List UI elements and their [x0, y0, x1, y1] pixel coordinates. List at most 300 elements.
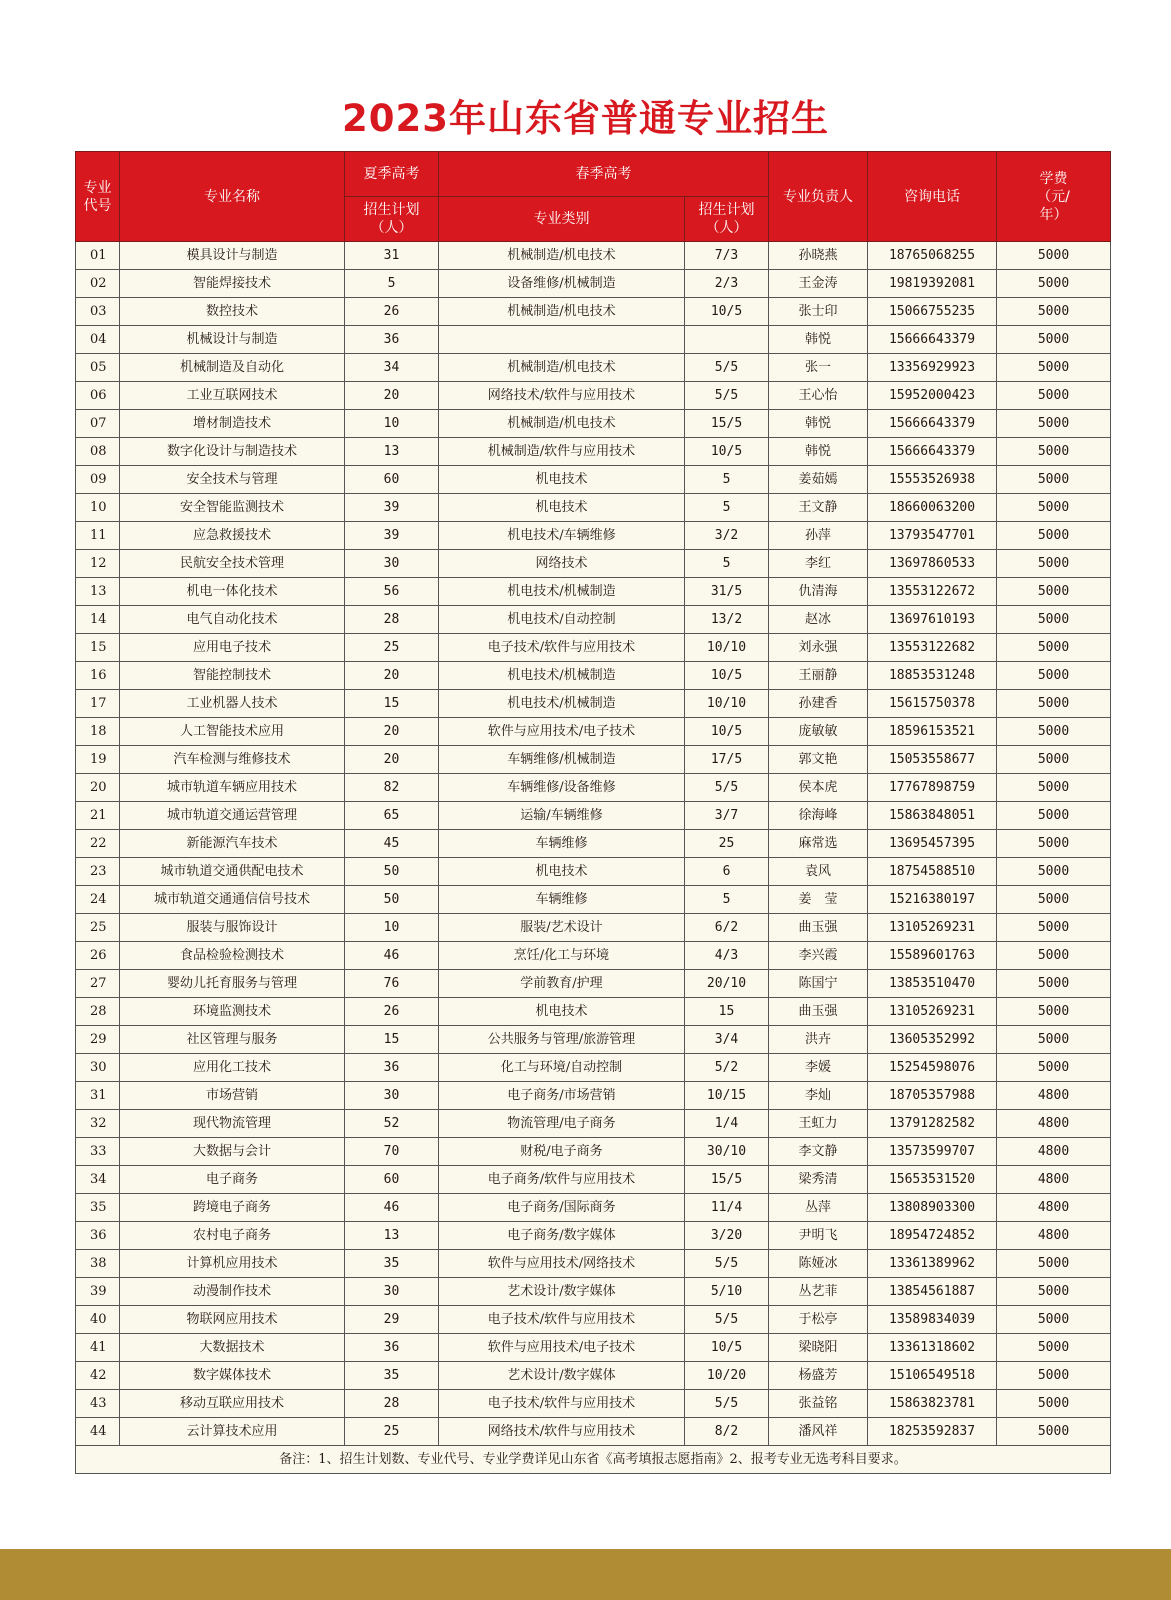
cell-summer-plan: 25	[345, 1418, 439, 1446]
cell-code: 08	[76, 438, 120, 466]
table-row	[76, 1362, 1111, 1390]
cell-phone: 19819392081	[868, 270, 997, 298]
cell-leader: 王文静	[769, 494, 868, 522]
header-phone: 咨询电话	[868, 152, 997, 242]
cell-spring-category: 服装/艺术设计	[439, 914, 685, 942]
header-spring-category: 专业类别	[439, 197, 685, 242]
cell-spring-category: 机电技术	[439, 998, 685, 1026]
cell-phone: 15216380197	[868, 886, 997, 914]
table-row	[76, 1110, 1111, 1138]
cell-summer-plan: 45	[345, 830, 439, 858]
cell-phone: 15666643379	[868, 410, 997, 438]
cell-spring-category: 财税/电子商务	[439, 1138, 685, 1166]
cell-spring-plan: 5	[685, 886, 769, 914]
cell-phone: 18853531248	[868, 662, 997, 690]
cell-code: 02	[76, 270, 120, 298]
cell-name: 物联网应用技术	[120, 1306, 345, 1334]
cell-phone: 18253592837	[868, 1418, 997, 1446]
cell-fee: 5000	[997, 326, 1111, 354]
table-row	[76, 382, 1111, 410]
cell-fee: 5000	[997, 746, 1111, 774]
cell-summer-plan: 28	[345, 606, 439, 634]
cell-code: 21	[76, 802, 120, 830]
cell-spring-category	[439, 326, 685, 354]
cell-summer-plan: 82	[345, 774, 439, 802]
cell-phone: 15053558677	[868, 746, 997, 774]
cell-phone: 13695457395	[868, 830, 997, 858]
cell-name: 应用电子技术	[120, 634, 345, 662]
cell-leader: 曲玉强	[769, 998, 868, 1026]
cell-code: 22	[76, 830, 120, 858]
cell-code: 34	[76, 1166, 120, 1194]
cell-summer-plan: 26	[345, 298, 439, 326]
cell-phone: 18596153521	[868, 718, 997, 746]
cell-spring-plan: 10/5	[685, 1334, 769, 1362]
table-row	[76, 718, 1111, 746]
cell-fee: 5000	[997, 1334, 1111, 1362]
table-row	[76, 550, 1111, 578]
cell-code: 43	[76, 1390, 120, 1418]
cell-code: 09	[76, 466, 120, 494]
cell-spring-category: 电子商务/数字媒体	[439, 1222, 685, 1250]
cell-name: 应用化工技术	[120, 1054, 345, 1082]
cell-summer-plan: 70	[345, 1138, 439, 1166]
cell-fee: 5000	[997, 914, 1111, 942]
cell-code: 32	[76, 1110, 120, 1138]
cell-fee: 5000	[997, 382, 1111, 410]
cell-phone: 15653531520	[868, 1166, 997, 1194]
cell-fee: 4800	[997, 1082, 1111, 1110]
cell-phone: 13853510470	[868, 970, 997, 998]
header-summer-plan: 招生计划（人）	[345, 197, 439, 242]
cell-fee: 5000	[997, 578, 1111, 606]
cell-spring-plan: 6/2	[685, 914, 769, 942]
cell-phone: 13793547701	[868, 522, 997, 550]
cell-fee: 5000	[997, 942, 1111, 970]
cell-summer-plan: 52	[345, 1110, 439, 1138]
cell-leader: 李文静	[769, 1138, 868, 1166]
cell-leader: 孙晓燕	[769, 242, 868, 270]
cell-name: 服装与服饰设计	[120, 914, 345, 942]
header-name: 专业名称	[120, 152, 345, 242]
cell-name: 移动互联应用技术	[120, 1390, 345, 1418]
cell-phone: 15553526938	[868, 466, 997, 494]
cell-summer-plan: 65	[345, 802, 439, 830]
cell-code: 38	[76, 1250, 120, 1278]
cell-summer-plan: 35	[345, 1362, 439, 1390]
cell-spring-category: 物流管理/电子商务	[439, 1110, 685, 1138]
cell-name: 增材制造技术	[120, 410, 345, 438]
cell-code: 30	[76, 1054, 120, 1082]
cell-summer-plan: 28	[345, 1390, 439, 1418]
cell-spring-plan: 3/7	[685, 802, 769, 830]
cell-leader: 麻常选	[769, 830, 868, 858]
cell-summer-plan: 34	[345, 354, 439, 382]
cell-spring-plan: 5/10	[685, 1278, 769, 1306]
cell-leader: 韩悦	[769, 438, 868, 466]
cell-name: 数字媒体技术	[120, 1362, 345, 1390]
table-row	[76, 1054, 1111, 1082]
cell-spring-category: 车辆维修/设备维修	[439, 774, 685, 802]
table-row	[76, 858, 1111, 886]
cell-fee: 5000	[997, 718, 1111, 746]
cell-summer-plan: 20	[345, 382, 439, 410]
cell-fee: 5000	[997, 354, 1111, 382]
cell-summer-plan: 50	[345, 858, 439, 886]
cell-fee: 4800	[997, 1222, 1111, 1250]
table-row	[76, 1306, 1111, 1334]
cell-leader: 张一	[769, 354, 868, 382]
cell-leader: 侯本虎	[769, 774, 868, 802]
cell-name: 智能控制技术	[120, 662, 345, 690]
cell-leader: 李媛	[769, 1054, 868, 1082]
cell-spring-plan: 1/4	[685, 1110, 769, 1138]
cell-spring-plan: 10/20	[685, 1362, 769, 1390]
cell-fee: 5000	[997, 466, 1111, 494]
cell-summer-plan: 10	[345, 914, 439, 942]
table-body	[76, 242, 1111, 1446]
cell-phone: 18754588510	[868, 858, 997, 886]
cell-summer-plan: 60	[345, 1166, 439, 1194]
cell-code: 03	[76, 298, 120, 326]
cell-fee: 4800	[997, 1110, 1111, 1138]
cell-fee: 5000	[997, 242, 1111, 270]
cell-code: 31	[76, 1082, 120, 1110]
cell-spring-plan: 6	[685, 858, 769, 886]
cell-spring-plan: 5/5	[685, 1250, 769, 1278]
cell-spring-plan	[685, 326, 769, 354]
cell-phone: 13791282582	[868, 1110, 997, 1138]
header-spring-plan: 招生计划（人）	[685, 197, 769, 242]
footer-band	[0, 1549, 1171, 1600]
cell-spring-plan: 17/5	[685, 746, 769, 774]
cell-leader: 王丽静	[769, 662, 868, 690]
cell-phone: 18660063200	[868, 494, 997, 522]
cell-leader: 韩悦	[769, 410, 868, 438]
cell-name: 市场营销	[120, 1082, 345, 1110]
cell-phone: 15066755235	[868, 298, 997, 326]
cell-spring-plan: 10/5	[685, 662, 769, 690]
cell-leader: 韩悦	[769, 326, 868, 354]
cell-spring-plan: 10/5	[685, 718, 769, 746]
table-row	[76, 634, 1111, 662]
table-row	[76, 298, 1111, 326]
cell-summer-plan: 39	[345, 522, 439, 550]
cell-fee: 5000	[997, 830, 1111, 858]
cell-phone: 18954724852	[868, 1222, 997, 1250]
cell-name: 应急救援技术	[120, 522, 345, 550]
cell-phone: 13553122682	[868, 634, 997, 662]
cell-spring-category: 机电技术	[439, 858, 685, 886]
cell-leader: 姜茹嫣	[769, 466, 868, 494]
cell-code: 06	[76, 382, 120, 410]
cell-code: 33	[76, 1138, 120, 1166]
table-row	[76, 1082, 1111, 1110]
cell-spring-plan: 11/4	[685, 1194, 769, 1222]
cell-code: 35	[76, 1194, 120, 1222]
cell-phone: 17767898759	[868, 774, 997, 802]
cell-fee: 5000	[997, 634, 1111, 662]
cell-spring-category: 艺术设计/数字媒体	[439, 1362, 685, 1390]
table-row	[76, 606, 1111, 634]
cell-spring-category: 电子商务/软件与应用技术	[439, 1166, 685, 1194]
cell-fee: 5000	[997, 1026, 1111, 1054]
cell-spring-category: 软件与应用技术/电子技术	[439, 718, 685, 746]
cell-spring-plan: 4/3	[685, 942, 769, 970]
cell-leader: 曲玉强	[769, 914, 868, 942]
cell-spring-plan: 25	[685, 830, 769, 858]
cell-name: 民航安全技术管理	[120, 550, 345, 578]
cell-spring-category: 学前教育/护理	[439, 970, 685, 998]
cell-spring-plan: 30/10	[685, 1138, 769, 1166]
cell-summer-plan: 31	[345, 242, 439, 270]
cell-leader: 庞敏敏	[769, 718, 868, 746]
cell-spring-plan: 31/5	[685, 578, 769, 606]
cell-spring-plan: 10/10	[685, 690, 769, 718]
table-row	[76, 1278, 1111, 1306]
cell-spring-plan: 5/2	[685, 1054, 769, 1082]
table-row	[76, 998, 1111, 1026]
cell-leader: 姜 莹	[769, 886, 868, 914]
cell-spring-category: 软件与应用技术/电子技术	[439, 1334, 685, 1362]
table-row	[76, 466, 1111, 494]
cell-phone: 13361389962	[868, 1250, 997, 1278]
cell-phone: 15666643379	[868, 438, 997, 466]
cell-name: 大数据与会计	[120, 1138, 345, 1166]
cell-name: 城市轨道交通供配电技术	[120, 858, 345, 886]
cell-spring-category: 机械制造/软件与应用技术	[439, 438, 685, 466]
cell-phone: 15863848051	[868, 802, 997, 830]
cell-summer-plan: 50	[345, 886, 439, 914]
table-row	[76, 886, 1111, 914]
cell-name: 智能焊接技术	[120, 270, 345, 298]
cell-spring-plan: 10/15	[685, 1082, 769, 1110]
table-row	[76, 326, 1111, 354]
cell-name: 机电一体化技术	[120, 578, 345, 606]
table-row	[76, 942, 1111, 970]
cell-name: 工业机器人技术	[120, 690, 345, 718]
cell-spring-category: 车辆维修	[439, 830, 685, 858]
cell-name: 模具设计与制造	[120, 242, 345, 270]
cell-spring-category: 运输/车辆维修	[439, 802, 685, 830]
cell-spring-category: 机电技术/自动控制	[439, 606, 685, 634]
cell-fee: 5000	[997, 970, 1111, 998]
cell-spring-plan: 10/5	[685, 438, 769, 466]
cell-fee: 5000	[997, 1054, 1111, 1082]
table-row	[76, 746, 1111, 774]
cell-phone: 13605352992	[868, 1026, 997, 1054]
cell-leader: 尹明飞	[769, 1222, 868, 1250]
cell-spring-category: 电子商务/国际商务	[439, 1194, 685, 1222]
cell-summer-plan: 39	[345, 494, 439, 522]
cell-code: 15	[76, 634, 120, 662]
cell-phone: 15106549518	[868, 1362, 997, 1390]
table-row	[76, 270, 1111, 298]
cell-leader: 李兴霞	[769, 942, 868, 970]
table-row	[76, 970, 1111, 998]
cell-name: 汽车检测与维修技术	[120, 746, 345, 774]
cell-spring-category: 设备维修/机械制造	[439, 270, 685, 298]
cell-name: 动漫制作技术	[120, 1278, 345, 1306]
cell-fee: 5000	[997, 1306, 1111, 1334]
cell-fee: 5000	[997, 494, 1111, 522]
cell-fee: 5000	[997, 1362, 1111, 1390]
cell-phone: 13697860533	[868, 550, 997, 578]
cell-spring-category: 机电技术/机械制造	[439, 690, 685, 718]
table-row	[76, 1250, 1111, 1278]
cell-name: 安全智能监测技术	[120, 494, 345, 522]
cell-name: 人工智能技术应用	[120, 718, 345, 746]
cell-spring-category: 电子商务/市场营销	[439, 1082, 685, 1110]
cell-spring-plan: 5/5	[685, 354, 769, 382]
cell-fee: 4800	[997, 1138, 1111, 1166]
cell-fee: 5000	[997, 606, 1111, 634]
table-row	[76, 662, 1111, 690]
cell-summer-plan: 35	[345, 1250, 439, 1278]
page-title: 2023年山东省普通专业招生	[342, 97, 829, 140]
cell-name: 食品检验检测技术	[120, 942, 345, 970]
cell-leader: 洪卉	[769, 1026, 868, 1054]
cell-name: 城市轨道交通通信信号技术	[120, 886, 345, 914]
cell-leader: 潘风祥	[769, 1418, 868, 1446]
cell-fee: 5000	[997, 550, 1111, 578]
table-row	[76, 242, 1111, 270]
cell-name: 机械设计与制造	[120, 326, 345, 354]
cell-spring-plan: 15	[685, 998, 769, 1026]
cell-code: 28	[76, 998, 120, 1026]
cell-code: 25	[76, 914, 120, 942]
cell-spring-category: 机械制造/机电技术	[439, 354, 685, 382]
cell-phone: 13105269231	[868, 914, 997, 942]
cell-summer-plan: 36	[345, 326, 439, 354]
cell-leader: 孙建香	[769, 690, 868, 718]
cell-spring-plan: 3/20	[685, 1222, 769, 1250]
cell-leader: 刘永强	[769, 634, 868, 662]
cell-spring-plan: 13/2	[685, 606, 769, 634]
cell-fee: 5000	[997, 522, 1111, 550]
cell-fee: 5000	[997, 1250, 1111, 1278]
cell-spring-plan: 20/10	[685, 970, 769, 998]
cell-spring-plan: 15/5	[685, 1166, 769, 1194]
cell-leader: 梁晓阳	[769, 1334, 868, 1362]
cell-phone: 15615750378	[868, 690, 997, 718]
cell-fee: 4800	[997, 1166, 1111, 1194]
cell-summer-plan: 15	[345, 690, 439, 718]
cell-spring-plan: 5	[685, 550, 769, 578]
table-row	[76, 774, 1111, 802]
cell-summer-plan: 13	[345, 438, 439, 466]
cell-spring-plan: 10/10	[685, 634, 769, 662]
cell-fee: 5000	[997, 1278, 1111, 1306]
cell-leader: 陈娅冰	[769, 1250, 868, 1278]
cell-spring-plan: 3/4	[685, 1026, 769, 1054]
cell-name: 安全技术与管理	[120, 466, 345, 494]
cell-spring-category: 机械制造/机电技术	[439, 242, 685, 270]
cell-spring-plan: 5/5	[685, 774, 769, 802]
cell-fee: 5000	[997, 298, 1111, 326]
cell-fee: 5000	[997, 998, 1111, 1026]
cell-spring-category: 机电技术	[439, 466, 685, 494]
table-row	[76, 1166, 1111, 1194]
cell-leader: 李灿	[769, 1082, 868, 1110]
cell-phone: 13697610193	[868, 606, 997, 634]
cell-spring-category: 车辆维修/机械制造	[439, 746, 685, 774]
cell-spring-category: 化工与环境/自动控制	[439, 1054, 685, 1082]
cell-phone: 15254598076	[868, 1054, 997, 1082]
table-row	[76, 1026, 1111, 1054]
table-row	[76, 1334, 1111, 1362]
cell-summer-plan: 5	[345, 270, 439, 298]
cell-fee: 5000	[997, 690, 1111, 718]
cell-spring-category: 机械制造/机电技术	[439, 298, 685, 326]
cell-code: 14	[76, 606, 120, 634]
cell-name: 环境监测技术	[120, 998, 345, 1026]
cell-leader: 丛艺菲	[769, 1278, 868, 1306]
table-row	[76, 494, 1111, 522]
cell-code: 42	[76, 1362, 120, 1390]
cell-phone: 15952000423	[868, 382, 997, 410]
header-leader: 专业负责人	[769, 152, 868, 242]
cell-name: 城市轨道交通运营管理	[120, 802, 345, 830]
cell-summer-plan: 26	[345, 998, 439, 1026]
cell-spring-plan: 5/5	[685, 1306, 769, 1334]
cell-spring-category: 艺术设计/数字媒体	[439, 1278, 685, 1306]
cell-summer-plan: 20	[345, 662, 439, 690]
cell-leader: 孙萍	[769, 522, 868, 550]
header-spring: 春季高考	[439, 152, 769, 197]
cell-leader: 王虹力	[769, 1110, 868, 1138]
cell-fee: 5000	[997, 858, 1111, 886]
cell-leader: 仇清海	[769, 578, 868, 606]
table-row	[76, 1138, 1111, 1166]
table-row	[76, 1194, 1111, 1222]
cell-spring-category: 电子技术/软件与应用技术	[439, 1390, 685, 1418]
table-row	[76, 522, 1111, 550]
table-row	[76, 578, 1111, 606]
cell-spring-category: 网络技术	[439, 550, 685, 578]
cell-fee: 5000	[997, 662, 1111, 690]
cell-spring-plan: 15/5	[685, 410, 769, 438]
cell-summer-plan: 30	[345, 1278, 439, 1306]
cell-code: 11	[76, 522, 120, 550]
cell-summer-plan: 60	[345, 466, 439, 494]
cell-name: 工业互联网技术	[120, 382, 345, 410]
cell-spring-plan: 7/3	[685, 242, 769, 270]
cell-code: 27	[76, 970, 120, 998]
cell-fee: 5000	[997, 1418, 1111, 1446]
cell-name: 大数据技术	[120, 1334, 345, 1362]
cell-summer-plan: 30	[345, 1082, 439, 1110]
cell-code: 17	[76, 690, 120, 718]
cell-leader: 袁风	[769, 858, 868, 886]
cell-spring-category: 网络技术/软件与应用技术	[439, 382, 685, 410]
cell-spring-plan: 8/2	[685, 1418, 769, 1446]
cell-code: 29	[76, 1026, 120, 1054]
cell-spring-category: 机械制造/机电技术	[439, 410, 685, 438]
cell-phone: 13808903300	[868, 1194, 997, 1222]
cell-phone: 15589601763	[868, 942, 997, 970]
cell-code: 40	[76, 1306, 120, 1334]
cell-name: 现代物流管理	[120, 1110, 345, 1138]
cell-spring-category: 机电技术	[439, 494, 685, 522]
cell-spring-category: 电子技术/软件与应用技术	[439, 634, 685, 662]
cell-name: 电子商务	[120, 1166, 345, 1194]
cell-summer-plan: 25	[345, 634, 439, 662]
header-summer: 夏季高考	[345, 152, 439, 197]
cell-spring-plan: 3/2	[685, 522, 769, 550]
cell-fee: 5000	[997, 1390, 1111, 1418]
cell-leader: 赵冰	[769, 606, 868, 634]
